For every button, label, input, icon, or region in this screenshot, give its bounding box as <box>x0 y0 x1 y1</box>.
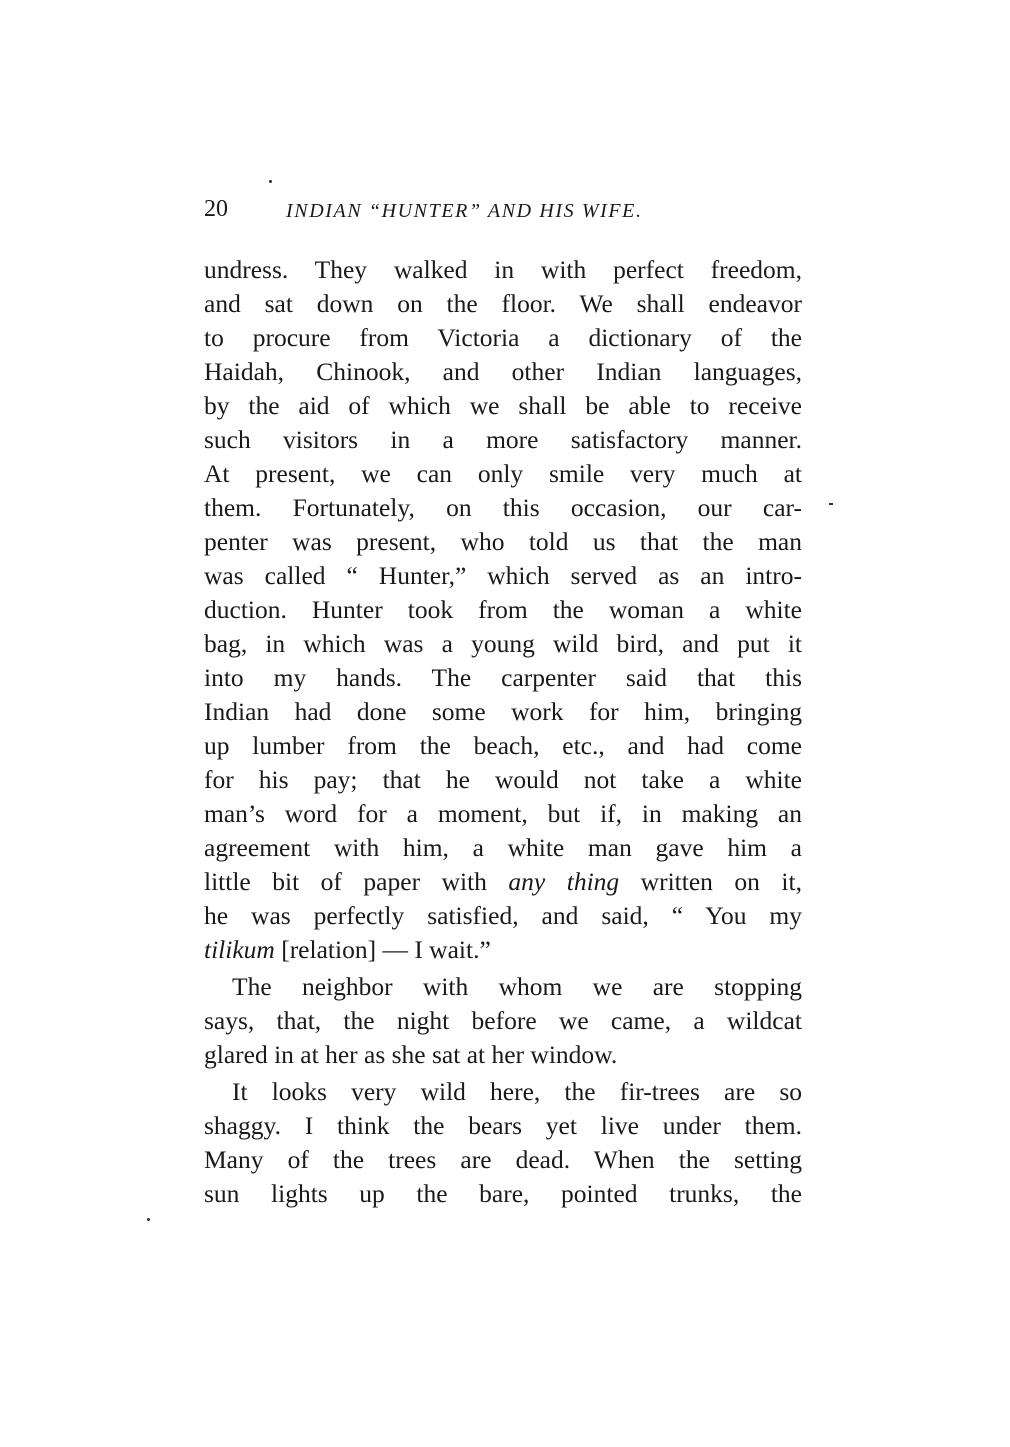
text-line: shaggy. I think the bears yet live under them. <box>204 1111 802 1140</box>
text-line: Haidah, Chinook, and other Indian languages, <box>204 357 802 386</box>
text-line: by the aid of which we shall be able to receive <box>204 391 802 420</box>
text-line: them. Fortunately, on this occasion, our car- <box>204 493 802 522</box>
text-run: [relation] — I wait.” <box>274 935 491 964</box>
text-line: he was perfectly satisfied, and said, “ You my <box>204 901 802 930</box>
text-line: to procure from Victoria a dictionary of the <box>204 323 802 352</box>
text-line: into my hands. The carpenter said that this <box>204 663 802 692</box>
emphasis: any thing <box>508 867 620 896</box>
text-line: up lumber from the beach, etc., and had come <box>204 731 802 760</box>
text-line: Many of the trees are dead. When the setting <box>204 1145 802 1174</box>
text-line: for his pay; that he would not take a white <box>204 765 802 794</box>
text-line: bag, in which was a young wild bird, and put it <box>204 629 802 658</box>
text-line: Indian had done some work for him, bringing <box>204 697 802 726</box>
text-line: such visitors in a more satisfactory manner. <box>204 425 802 454</box>
text-line: was called “ Hunter,” which served as an intro- <box>204 561 802 590</box>
text-line: The neighbor with whom we are stopping <box>232 972 802 1001</box>
text-line: It looks very wild here, the fir-trees are so <box>232 1077 802 1106</box>
page-header <box>204 192 804 226</box>
text-line <box>204 933 802 967</box>
running-title: INDIAN “HUNTER” AND HIS WIFE. <box>286 200 643 222</box>
text-run: written on it, <box>619 867 802 896</box>
scan-speck <box>829 503 833 505</box>
scan-speck <box>147 1218 150 1221</box>
text-line: says, that, the night before we came, a wildcat <box>204 1006 802 1035</box>
text-line: glared in at her as she sat at her window. <box>204 1040 618 1069</box>
text-run: little bit of paper with <box>204 867 509 896</box>
emphasis: tilikum <box>204 935 275 964</box>
text-line: sun lights up the bare, pointed trunks, the <box>204 1179 802 1208</box>
text-line: penter was present, who told us that the man <box>204 527 802 556</box>
text-line: duction. Hunter took from the woman a white <box>204 595 802 624</box>
scan-speck <box>269 180 272 183</box>
page-number: 20 <box>204 196 228 222</box>
text-line: At present, we can only smile very much at <box>204 459 802 488</box>
text-line <box>204 865 802 899</box>
text-line: man’s word for a moment, but if, in making an <box>204 799 802 828</box>
text-line: agreement with him, a white man gave him a <box>204 833 802 862</box>
text-line: undress. They walked in with perfect freedom, <box>204 255 802 284</box>
text-line: and sat down on the floor. We shall endeavor <box>204 289 802 318</box>
